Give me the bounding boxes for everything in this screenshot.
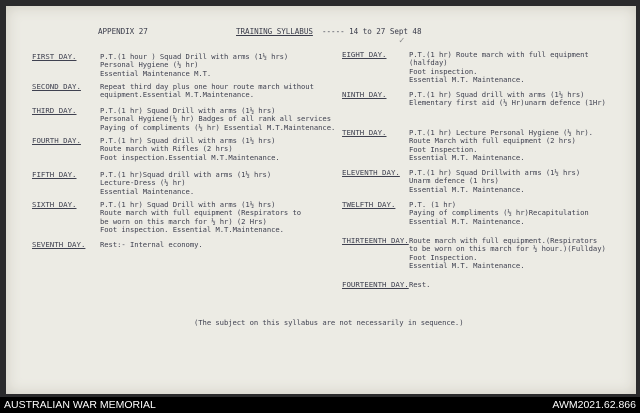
activity-line: Foot inspection.Essential M.T.Maintenance. — [100, 152, 280, 162]
activity-line: P.T.(1 hr) Route march with full equipment — [409, 50, 589, 59]
day-heading: SIXTH DAY. — [32, 200, 77, 209]
footer-bar — [0, 397, 640, 413]
day-activities — [409, 237, 606, 270]
activity-line: P.T. (1 hr) — [409, 200, 457, 209]
activity-line: Essential M.T. Maintenance. — [409, 184, 525, 194]
activity-line: to be worn on this march for ½ hour.)(Fullday) — [409, 244, 606, 254]
activity-line: Paying of compliments (½ hr)Recapitulation — [409, 208, 589, 218]
footnote: (The subject on this syllabus are not necessarily in sequence.) — [194, 318, 464, 327]
activity-line: Essential M.T. Maintenance. — [409, 260, 525, 270]
day-activities — [409, 201, 589, 226]
activity-line: Foot inspection. — [409, 66, 478, 76]
activity-line: P.T.(1 hr) Squad Drillwith arms (1½ hrs) — [409, 168, 581, 177]
activity-line: Route March with full equipment (2 hrs) — [409, 136, 576, 146]
activity-line: Foot Inspection. — [409, 144, 478, 154]
activity-line: Route march with Rifles (2 hrs) — [100, 144, 233, 154]
day-activities — [409, 51, 589, 84]
activity-line: equipment.Essential M.T.Maintenance. — [100, 90, 254, 100]
day-activities — [409, 169, 580, 194]
activity-line: be worn on this march for ½ hr) (2 Hrs) — [100, 216, 267, 226]
activity-line: Lecture-Dress (½ hr) — [100, 178, 186, 188]
activity-line: P.T.(1 hr) Squad Drill with arms (1½ hrs) — [100, 200, 276, 209]
institution-credit: AUSTRALIAN WAR MEMORIAL — [4, 399, 156, 411]
day-activities — [100, 171, 271, 196]
activity-line: Route march with full equipment.(Respirators — [409, 236, 598, 245]
activity-line: Rest:- Internal economy. — [100, 240, 203, 249]
day-activities — [409, 91, 606, 108]
activity-line: P.T.(1 hr) Squad drill with arms (1½ hrs) — [100, 136, 276, 145]
activity-line: Personal Hygiene(½ hr) Badges of all rank all services — [100, 114, 331, 124]
day-heading: EIGHT DAY. — [342, 50, 387, 59]
activity-line: (halfday) — [409, 58, 448, 68]
activity-line: Foot inspection. Essential M.T.Maintenance. — [100, 224, 284, 234]
day-heading: TENTH DAY. — [342, 128, 387, 137]
activity-line: Foot Inspection. — [409, 252, 478, 262]
activity-line: P.T.(1 hr)Squad drill with arms (1½ hrs) — [100, 170, 272, 179]
day-activities — [100, 53, 288, 78]
day-heading: ELEVENTH DAY. — [342, 168, 400, 177]
activity-line: Essential M.T. Maintenance. — [409, 74, 525, 84]
pencil-mark-icon: ✓ — [399, 36, 405, 46]
activity-line: P.T.(1 hour ) Squad Drill with arms (1½ hrs) — [100, 52, 289, 61]
day-heading: FOURTH DAY. — [32, 136, 81, 145]
appendix-label: APPENDIX 27 — [98, 27, 148, 36]
activity-line: P.T.(1 hr) Lecture Personal Hygiene (½ hr). — [409, 128, 593, 137]
day-heading: FIFTH DAY. — [32, 170, 77, 179]
activity-line: P.T.(1 hr) Squad drill with arms (1½ hrs) — [409, 90, 585, 99]
document-page — [6, 6, 636, 394]
activity-line: Route march with full equipment (Respirators to — [100, 208, 302, 218]
activity-line: Essential Maintenance M.T. — [100, 68, 212, 78]
activity-line: Essential M.T. Maintenance. — [409, 216, 525, 226]
activity-line: Personal Hygiene (½ hr) — [100, 60, 199, 70]
activity-line: Paying of compliments (½ hr) Essential M.T.Maintenance. — [100, 122, 336, 132]
activity-line: Essential M.T. Maintenance. — [409, 152, 525, 162]
document-title: TRAINING SYLLABUS — [236, 27, 313, 36]
day-activities — [100, 241, 203, 249]
day-heading: THIRD DAY. — [32, 106, 77, 115]
activity-line: P.T.(1 hr) Squad Drill with arms (1½ hrs) — [100, 106, 276, 115]
day-heading: FOURTEENTH DAY. — [342, 280, 409, 289]
activity-line: Unarm defence (1 hrs) — [409, 176, 499, 186]
activity-line: Rest. — [409, 280, 431, 289]
day-activities — [100, 137, 280, 162]
activity-line: Elementary first aid (½ Hr)unarm defence (1Hr) — [409, 98, 606, 108]
activity-line: Repeat third day plus one hour route march without — [100, 82, 314, 91]
day-heading: NINTH DAY. — [342, 90, 387, 99]
day-heading: SEVENTH DAY. — [32, 240, 86, 249]
activity-line: Essential Maintenance. — [100, 186, 195, 196]
day-activities — [100, 107, 335, 132]
day-heading: TWELFTH DAY. — [342, 200, 396, 209]
day-activities — [409, 129, 593, 162]
day-heading: THIRTEENTH DAY. — [342, 236, 409, 245]
document-dates: ----- 14 to 27 Sept 48 — [322, 27, 422, 36]
accession-number: AWM2021.62.866 — [552, 399, 636, 411]
day-activities — [409, 281, 430, 289]
day-activities — [100, 201, 301, 234]
day-heading: SECOND DAY. — [32, 82, 81, 91]
day-activities — [100, 83, 314, 100]
day-heading: FIRST DAY. — [32, 52, 77, 61]
